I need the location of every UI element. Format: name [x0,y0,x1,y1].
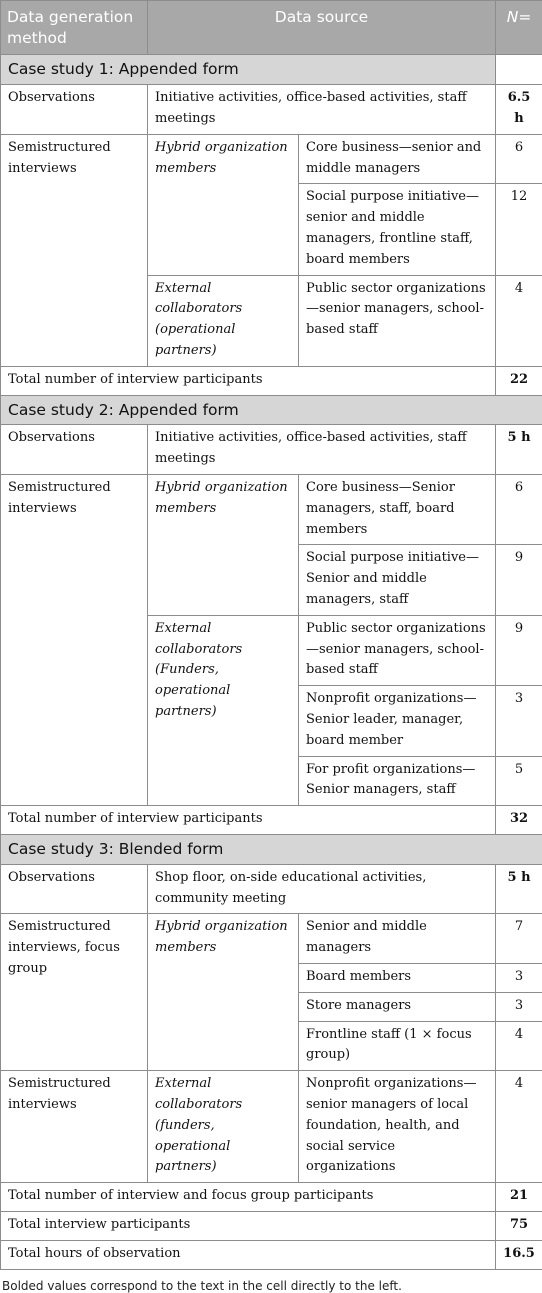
grand-total-row [1,1240,542,1269]
total-label: Total number of interview participants [1,366,496,395]
method-cell: Semistructured interviews [1,475,148,806]
header-method: Data generation method [1,1,148,55]
n-cell: 4 [496,1021,542,1071]
n-cell: 9 [496,545,542,615]
n-cell: 6 [496,134,542,184]
group-cell [148,1071,299,1183]
source-cell: Frontline staff (1 × focus group) [299,1021,496,1071]
total-row [1,366,542,395]
header-source: Data source [148,1,496,55]
group-cell [148,475,299,616]
method-cell: Semistructured interviews [1,1071,148,1183]
group-cell [148,134,299,275]
total-label: Total number of interview participants [1,806,496,835]
method-cell: Observations [1,425,148,475]
total-value: 22 [496,366,542,395]
total-value: 32 [496,806,542,835]
n-cell: 3 [496,686,542,756]
n-cell: 4 [496,1071,542,1183]
case-heading-row [1,395,542,425]
case-heading-row [1,55,542,85]
case-heading-row [1,834,542,864]
source-cell: Board members [299,964,496,993]
n-cell: 5 [496,756,542,806]
method-cell: Observations [1,85,148,135]
grand-total-value: 75 [496,1212,542,1241]
grand-total-value: 16.5 [496,1240,542,1269]
grand-total-label: Total interview participants [1,1212,496,1241]
source-cell: Nonprofit organizations—senior managers of local foundation, health, and social service organizations [299,1071,496,1183]
group-label: External collaborators (operational partners) [155,281,242,358]
source-cell: Core business—senior and middle managers [299,134,496,184]
group-label: Hybrid organization members [155,140,288,176]
table-row [1,1071,542,1183]
table-row [1,914,542,964]
group-cell [148,615,299,805]
source-cell: Public sector organizations—senior managers, school-based staff [299,275,496,366]
n-cell: 12 [496,184,542,275]
source-cell: Initiative activities, office-based activities, staff meetings [148,425,496,475]
group-label: External collaborators (Funders, operational partners) [155,621,242,719]
total-row [1,1183,542,1212]
source-cell: Core business—Senior managers, staff, board members [299,475,496,545]
method-cell: Semistructured interviews, focus group [1,914,148,1071]
n-cell: 9 [496,615,542,685]
table-footnote: Bolded values correspond to the text in the cell directly to the left. [0,1270,542,1293]
n-cell: 3 [496,992,542,1021]
case-heading-empty-cell [496,55,542,85]
source-cell: Social purpose initiative—Senior and middle managers, staff [299,545,496,615]
group-cell [148,275,299,366]
method-cell: Observations [1,864,148,914]
header-n: N= [496,1,542,55]
total-label: Total number of interview and focus group participants [1,1183,496,1212]
grand-total-label: Total hours of observation [1,1240,496,1269]
case-title: Case study 1: Appended form [1,55,496,85]
table-header-row [1,1,542,55]
n-cell: 3 [496,964,542,993]
total-row [1,806,542,835]
source-cell: Public sector organizations—senior managers, school-based staff [299,615,496,685]
group-label: Hybrid organization members [155,480,288,516]
table-row [1,864,542,914]
n-cell: 7 [496,914,542,964]
n-cell: 6.5 h [496,85,542,135]
source-cell: Social purpose initiative—senior and middle managers, frontline staff, board members [299,184,496,275]
n-cell: 5 h [496,864,542,914]
n-cell: 4 [496,275,542,366]
group-label: External collaborators (funders, operational partners) [155,1076,242,1174]
table-row [1,134,542,184]
n-cell: 6 [496,475,542,545]
group-label: Hybrid organization members [155,919,288,955]
source-cell: Initiative activities, office-based activities, staff meetings [148,85,496,135]
n-cell: 5 h [496,425,542,475]
total-value: 21 [496,1183,542,1212]
source-cell: Senior and middle managers [299,914,496,964]
case-title: Case study 3: Blended form [1,834,542,864]
table-row [1,85,542,135]
table-row [1,425,542,475]
table-row [1,475,542,545]
case-title: Case study 2: Appended form [1,395,542,425]
source-cell: Store managers [299,992,496,1021]
method-cell: Semistructured interviews [1,134,148,366]
source-cell: Nonprofit organizations—Senior leader, manager, board member [299,686,496,756]
source-cell: Shop floor, on-side educational activities, community meeting [148,864,496,914]
grand-total-row [1,1212,542,1241]
group-cell [148,914,299,1071]
source-cell: For profit organizations—Senior managers, staff [299,756,496,806]
